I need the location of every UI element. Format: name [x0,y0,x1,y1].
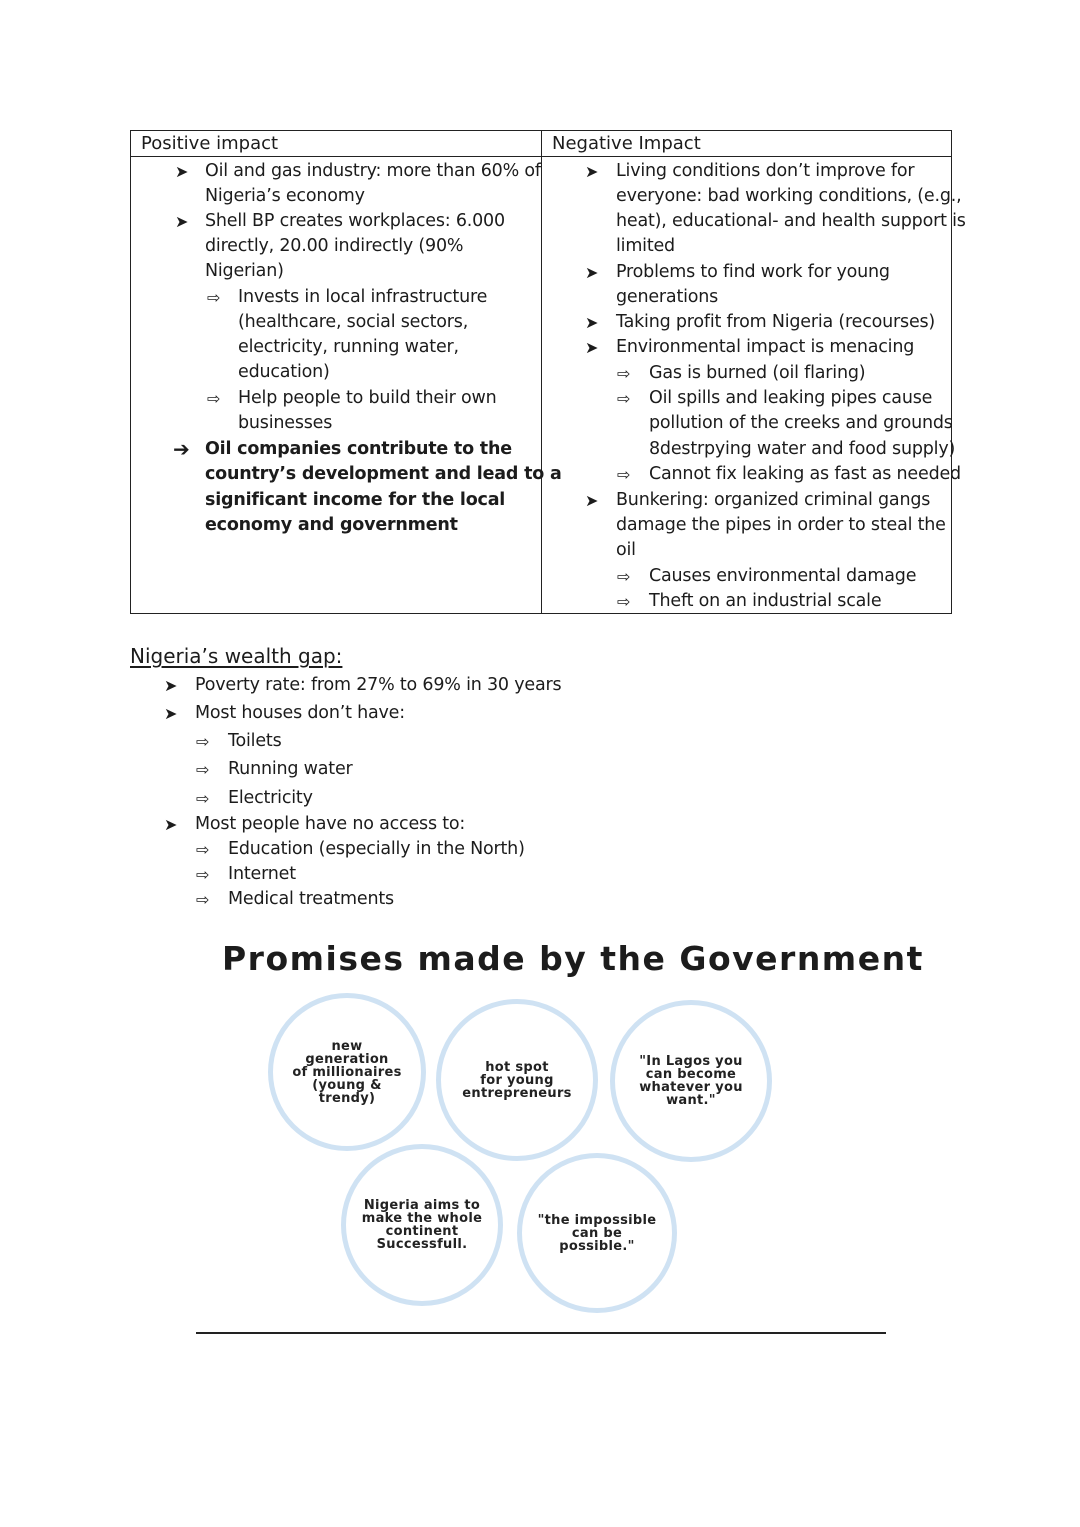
negative-line: limited [616,236,675,256]
bullet-marker: ➤ [585,263,599,282]
wealth-line: Running water [228,759,353,779]
arrow-marker: ⇨ [617,364,631,383]
negative-line: Bunkering: organized criminal gangs [616,490,931,510]
positive-line: Invests in local infrastructure [238,287,488,307]
wealth-line: Education (especially in the North) [228,839,525,859]
promise-text: hot spot for young entrepreneurs [462,1059,572,1101]
negative-line: Gas is burned (oil flaring) [649,363,866,383]
negative-impact-header: Negative Impact [542,131,951,157]
arrow-marker: ⇨ [196,865,210,884]
arrow-marker: ⇨ [617,389,631,408]
impact-table [130,130,966,614]
negative-line: pollution of the creeks and grounds [649,413,953,433]
positive-line: Oil and gas industry: more than 60% of [205,161,541,181]
arrow-marker: ⇨ [196,840,210,859]
wealth-line: Electricity [228,788,313,808]
negative-line: generations [616,287,719,307]
negative-line: 8destrpying water and food supply) [649,439,956,459]
promise-bubble [341,1144,503,1306]
promise-bubble [268,993,426,1151]
promise-bubble [517,1153,677,1313]
bullet-marker: ➤ [585,313,599,332]
negative-line: Theft on an industrial scale [649,591,882,611]
negative-line: heat), educational- and health support is [616,211,966,231]
arrow-marker: ⇨ [196,732,210,751]
arrow-marker: ⇨ [617,592,631,611]
positive-line: education) [238,362,330,382]
negative-line: Problems to find work for young [616,262,890,282]
negative-line: Causes environmental damage [649,566,917,586]
wealth-gap-section [130,642,730,917]
negative-line: damage the pipes in order to steal the [616,515,946,535]
positive-line: Nigerian) [205,261,284,281]
arrow-marker: ⇨ [207,389,221,408]
promise-bubble [436,999,598,1161]
bullet-marker: ➤ [585,491,599,510]
promise-text: "In Lagos you can become whatever you want." [639,1054,743,1108]
positive-line: Oil companies contribute to the [205,439,512,459]
positive-line: significant income for the local [205,490,506,510]
negative-line: Taking profit from Nigeria (recourses) [616,312,936,332]
positive-line: (healthcare, social sectors, [238,312,469,332]
positive-line: Help people to build their own [238,388,497,408]
wealth-line: Poverty rate: from 27% to 69% in 30 years [195,675,562,695]
wealth-line: Internet [228,864,296,884]
wealth-gap-title: Nigeria’s wealth gap: [130,644,343,668]
bullet-marker: ➤ [164,704,178,723]
positive-line: economy and government [205,515,458,535]
positive-line: businesses [238,413,333,433]
promise-text: "the impossible can be possible." [537,1212,657,1254]
arrow-marker: ⇨ [617,465,631,484]
positive-line: Shell BP creates workplaces: 6.000 [205,211,505,231]
bullet-marker: ➤ [585,338,599,357]
arrow-marker: ⇨ [207,288,221,307]
wealth-line: Medical treatments [228,889,394,909]
arrow-marker: ⇨ [196,890,210,909]
bullet-marker: ➤ [164,676,178,695]
positive-impact-column [131,131,562,613]
negative-impact-column [542,131,966,613]
wealth-line: Most people have no access to: [195,814,466,834]
positive-line: directly, 20.00 indirectly (90% [205,236,464,256]
arrow-marker: ⇨ [196,760,210,779]
arrow-marker: ⇨ [196,789,210,808]
bullet-marker: ➤ [175,162,189,181]
promise-text: Nigeria aims to make the whole continent Successfull. [361,1198,483,1252]
wealth-line: Toilets [228,731,282,751]
negative-line: oil [616,540,636,560]
arrow-marker: ⇨ [617,567,631,586]
positive-line: country’s development and lead to a [205,464,562,484]
promises-title: Promises made by the Government [222,939,924,978]
bullet-marker: ➤ [585,162,599,181]
result-arrow-marker: ➔ [173,437,190,461]
promise-bubble [610,1000,772,1162]
negative-line: Oil spills and leaking pipes cause [649,388,933,408]
negative-line: Environmental impact is menacing [616,337,915,357]
negative-line: everyone: bad working conditions, (e.g., [616,186,962,206]
bullet-marker: ➤ [175,212,189,231]
wealth-line: Most houses don’t have: [195,703,405,723]
promise-text: new generation of millionaires (young & trendy) [292,1038,402,1106]
negative-line: Living conditions don’t improve for [616,161,915,181]
positive-impact-header: Positive impact [131,131,541,157]
positive-line: Nigeria’s economy [205,186,365,206]
positive-line: electricity, running water, [238,337,459,357]
bottom-divider [196,1332,886,1334]
negative-line: Cannot fix leaking as fast as needed [649,464,961,484]
bullet-marker: ➤ [164,815,178,834]
